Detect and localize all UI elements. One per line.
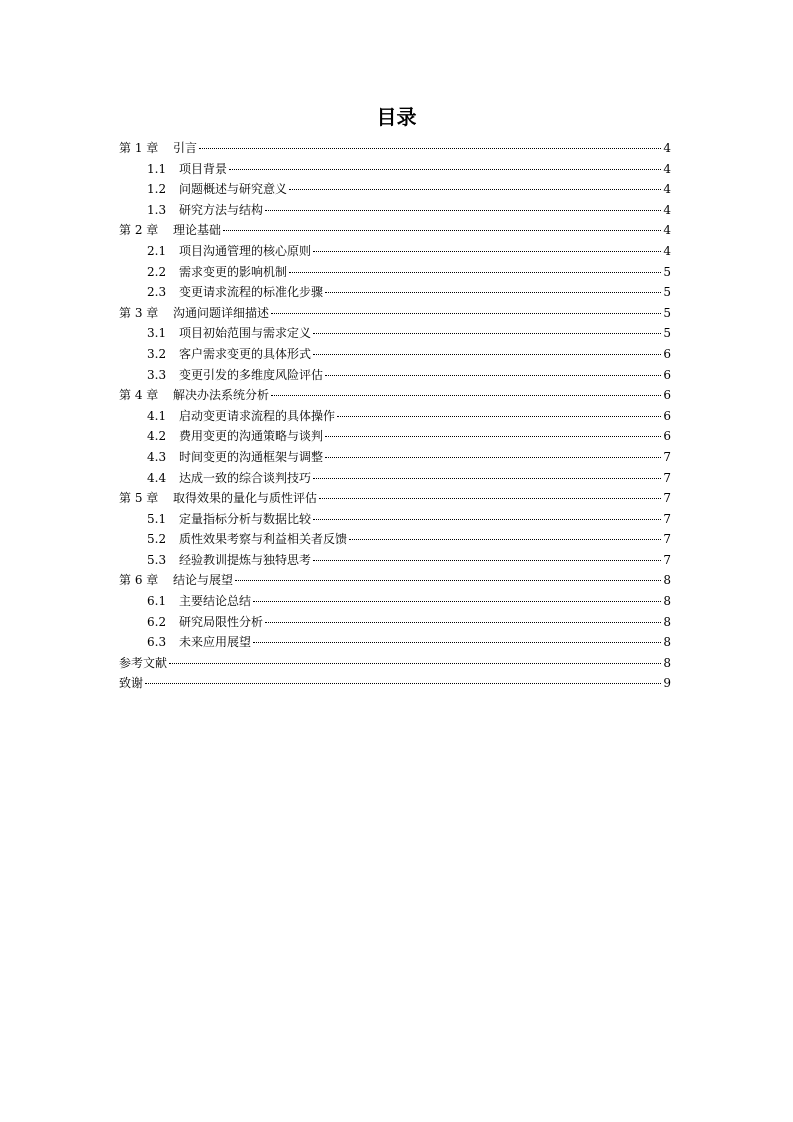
toc-dot-leader bbox=[313, 333, 661, 334]
toc-section-entry[interactable] bbox=[119, 200, 671, 221]
toc-entry-title: 解决办法系统分析 bbox=[173, 388, 270, 403]
toc-entry-title: 费用变更的沟通策略与谈判 bbox=[179, 429, 324, 444]
toc-page-number: 4 bbox=[663, 202, 671, 217]
toc-entry-title: 引言 bbox=[173, 141, 198, 155]
toc-entry-title: 客户需求变更的具体形式 bbox=[179, 346, 312, 361]
toc-dot-leader bbox=[289, 272, 661, 273]
toc-entry-title: 未来应用展望 bbox=[179, 635, 252, 650]
toc-page-number: 7 bbox=[663, 532, 671, 547]
toc-chapter-entry[interactable] bbox=[119, 673, 671, 694]
toc-entry-title: 项目沟通管理的核心原则 bbox=[179, 243, 312, 258]
toc-page-number: 6 bbox=[663, 388, 671, 403]
toc-section-entry[interactable] bbox=[119, 550, 671, 571]
toc-section-entry[interactable] bbox=[119, 529, 671, 550]
toc-entry-title: 变更请求流程的标准化步骤 bbox=[179, 285, 324, 300]
toc-section-entry[interactable] bbox=[119, 612, 671, 633]
toc-entry-title: 主要结论总结 bbox=[179, 594, 252, 609]
toc-page-number: 5 bbox=[663, 285, 671, 300]
toc-section-entry[interactable] bbox=[119, 426, 671, 447]
toc-dot-leader bbox=[271, 313, 661, 314]
toc-entry-number: 3.3 bbox=[147, 367, 167, 382]
toc-title: 目录 bbox=[376, 105, 417, 129]
toc-section-entry[interactable] bbox=[119, 468, 671, 489]
toc-page-number: 5 bbox=[663, 305, 671, 320]
toc-dot-leader bbox=[235, 580, 661, 581]
toc-entry-number: 5.1 bbox=[147, 511, 167, 526]
toc-section-entry[interactable] bbox=[119, 509, 671, 530]
toc-dot-leader bbox=[271, 395, 661, 396]
toc-page-number: 7 bbox=[663, 491, 671, 506]
toc-entry-title: 启动变更请求流程的具体操作 bbox=[179, 408, 336, 423]
toc-page-number: 8 bbox=[663, 655, 671, 670]
toc-section-entry[interactable] bbox=[119, 262, 671, 283]
toc-page-number: 6 bbox=[663, 408, 671, 423]
toc-entry-number: 1.1 bbox=[147, 161, 167, 176]
toc-chapter-entry[interactable] bbox=[119, 138, 671, 159]
toc-entry-title: 致谢 bbox=[119, 676, 144, 691]
toc-entry-number: 第 4 章 bbox=[119, 388, 159, 403]
toc-entry-number: 第 2 章 bbox=[119, 223, 159, 238]
toc-dot-leader bbox=[319, 498, 661, 499]
toc-entry-title: 定量指标分析与数据比较 bbox=[179, 511, 312, 526]
toc-page-number: 8 bbox=[663, 614, 671, 629]
toc-dot-leader bbox=[229, 169, 661, 170]
toc-entry-number: 第 3 章 bbox=[119, 305, 159, 320]
toc-page-number: 7 bbox=[663, 552, 671, 567]
toc-dot-leader bbox=[313, 560, 661, 561]
toc-entry-number: 4.1 bbox=[147, 408, 167, 423]
toc-dot-leader bbox=[325, 457, 661, 458]
toc-entry-title: 理论基础 bbox=[173, 223, 222, 238]
toc-section-entry[interactable] bbox=[119, 282, 671, 303]
toc-entry-number: 4.2 bbox=[147, 429, 167, 444]
toc-entry-number: 6.3 bbox=[147, 635, 167, 650]
toc-entry-number: 5.3 bbox=[147, 552, 167, 567]
toc-section-entry[interactable] bbox=[119, 344, 671, 365]
toc-dot-leader bbox=[313, 251, 661, 252]
toc-entry-title: 变更引发的多维度风险评估 bbox=[179, 367, 324, 382]
toc-dot-leader bbox=[325, 292, 661, 293]
toc-page-number: 5 bbox=[663, 264, 671, 279]
toc-entry-title: 参考文献 bbox=[119, 655, 168, 670]
toc-section-entry[interactable] bbox=[119, 406, 671, 427]
toc-entry-title: 需求变更的影响机制 bbox=[179, 264, 288, 279]
toc-page-number: 4 bbox=[663, 141, 671, 155]
toc-dot-leader bbox=[265, 210, 661, 211]
toc-dot-leader bbox=[313, 354, 661, 355]
toc-page-number: 4 bbox=[663, 223, 671, 238]
toc-entry-title: 研究局限性分析 bbox=[179, 614, 264, 629]
toc-entry-number: 3.1 bbox=[147, 326, 167, 341]
toc-dot-leader bbox=[313, 478, 661, 479]
toc-page-number: 9 bbox=[663, 676, 671, 691]
toc-page-number: 5 bbox=[663, 326, 671, 341]
toc-dot-leader bbox=[265, 622, 661, 623]
toc-entry-number: 6.1 bbox=[147, 594, 167, 609]
toc-entry-number: 2.2 bbox=[147, 264, 167, 279]
toc-section-entry[interactable] bbox=[119, 159, 671, 180]
toc-section-entry[interactable] bbox=[119, 241, 671, 262]
toc-section-entry[interactable] bbox=[119, 365, 671, 386]
toc-dot-leader bbox=[253, 601, 661, 602]
toc-dot-leader bbox=[145, 683, 661, 684]
toc-page-number: 8 bbox=[663, 573, 671, 588]
toc-entry-title: 结论与展望 bbox=[173, 573, 234, 588]
toc-entry-title: 研究方法与结构 bbox=[179, 202, 264, 217]
toc-chapter-entry[interactable] bbox=[119, 653, 671, 674]
toc-page-number: 6 bbox=[663, 346, 671, 361]
toc-section-entry[interactable] bbox=[119, 447, 671, 468]
toc-entry-title: 项目背景 bbox=[179, 161, 228, 176]
toc-entry-title: 质性效果考察与利益相关者反馈 bbox=[179, 532, 348, 547]
toc-chapter-entry[interactable] bbox=[119, 570, 671, 591]
toc-entry-number: 第 5 章 bbox=[119, 491, 159, 506]
toc-dot-leader bbox=[325, 375, 661, 376]
toc-page-number: 7 bbox=[663, 449, 671, 464]
toc-entry-title: 项目初始范围与需求定义 bbox=[179, 326, 312, 341]
toc-chapter-entry[interactable] bbox=[119, 488, 671, 509]
toc-entry-number: 第 6 章 bbox=[119, 573, 159, 588]
toc-entry-title: 经验教训提炼与独特思考 bbox=[179, 552, 312, 567]
toc-list bbox=[119, 138, 671, 694]
toc-entry-title: 时间变更的沟通框架与调整 bbox=[179, 449, 324, 464]
toc-dot-leader bbox=[223, 230, 661, 231]
toc-dot-leader bbox=[169, 663, 661, 664]
toc-section-entry[interactable] bbox=[119, 591, 671, 612]
toc-section-entry[interactable] bbox=[119, 179, 671, 200]
toc-section-entry[interactable] bbox=[119, 323, 671, 344]
toc-entry-number: 1.2 bbox=[147, 182, 167, 197]
toc-dot-leader bbox=[313, 519, 661, 520]
toc-entry-number: 2.3 bbox=[147, 285, 167, 300]
toc-dot-leader bbox=[325, 436, 661, 437]
toc-entry-number: 第 1 章 bbox=[119, 141, 159, 155]
toc-dot-leader bbox=[337, 416, 661, 417]
toc-section-entry[interactable] bbox=[119, 632, 671, 653]
toc-page-number: 4 bbox=[663, 161, 671, 176]
toc-entry-title: 问题概述与研究意义 bbox=[179, 182, 288, 197]
toc-dot-leader bbox=[349, 539, 661, 540]
toc-dot-leader bbox=[199, 148, 661, 149]
toc-chapter-entry[interactable] bbox=[119, 220, 671, 241]
toc-entry-title: 沟通问题详细描述 bbox=[173, 305, 270, 320]
toc-page-number: 4 bbox=[663, 243, 671, 258]
toc-page-number: 8 bbox=[663, 594, 671, 609]
toc-page-number: 6 bbox=[663, 429, 671, 444]
toc-entry-title: 达成一致的综合谈判技巧 bbox=[179, 470, 312, 485]
toc-entry-number: 2.1 bbox=[147, 243, 167, 258]
toc-page-number: 6 bbox=[663, 367, 671, 382]
toc-entry-number: 1.3 bbox=[147, 202, 167, 217]
toc-entry-number: 4.3 bbox=[147, 449, 167, 464]
toc-entry-number: 4.4 bbox=[147, 470, 167, 485]
toc-chapter-entry[interactable] bbox=[119, 303, 671, 324]
toc-page-number: 7 bbox=[663, 511, 671, 526]
toc-entry-number: 6.2 bbox=[147, 614, 167, 629]
toc-dot-leader bbox=[253, 642, 661, 643]
toc-page-number: 7 bbox=[663, 470, 671, 485]
toc-entry-number: 3.2 bbox=[147, 346, 167, 361]
toc-entry-number: 5.2 bbox=[147, 532, 167, 547]
toc-chapter-entry[interactable] bbox=[119, 385, 671, 406]
toc-page-number: 4 bbox=[663, 182, 671, 197]
toc-page-number: 8 bbox=[663, 635, 671, 650]
toc-dot-leader bbox=[289, 189, 661, 190]
toc-entry-title: 取得效果的量化与质性评估 bbox=[173, 491, 318, 506]
